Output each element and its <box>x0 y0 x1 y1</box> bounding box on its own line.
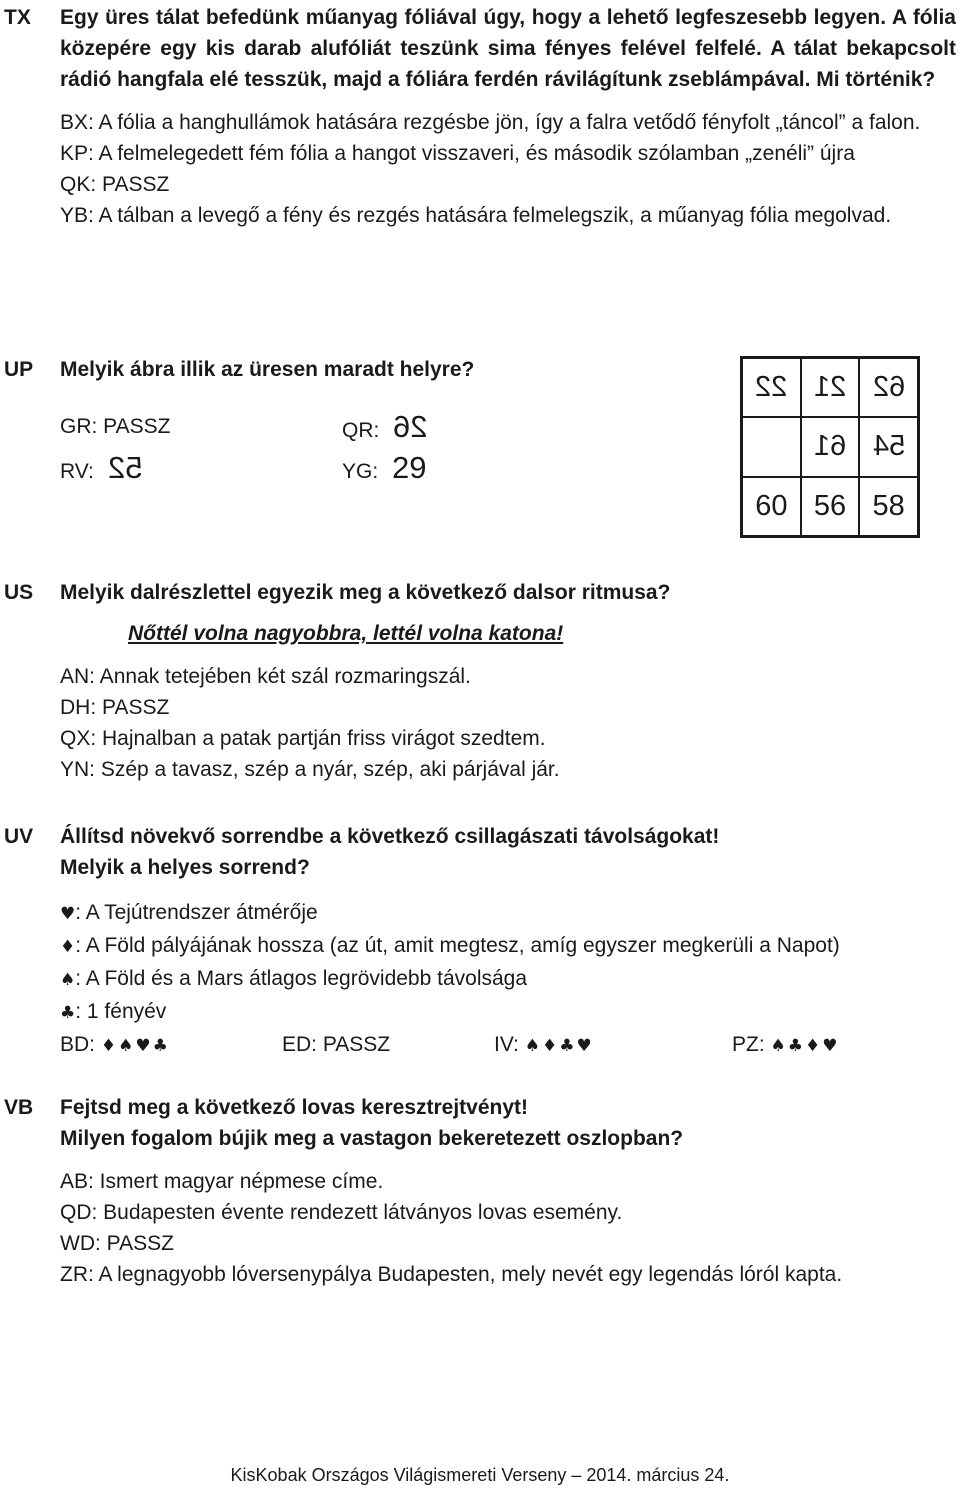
answer-option[interactable]: QD: Budapesten évente rendezett látványos lovas esemény. <box>60 1201 623 1224</box>
answer-option[interactable]: RV: 52 <box>60 450 143 485</box>
answer-option[interactable]: KP: A felmelegedett fém fólia a hangot visszaveri, és második szólamban „zenéli” újra <box>60 142 855 165</box>
distance-item: ♥: A Tejútrendszer átmérője <box>60 901 318 924</box>
answer-option[interactable]: QK: PASSZ <box>60 173 170 196</box>
answer-option[interactable]: PZ: ♠♣♦♥ <box>732 1033 840 1056</box>
answer-figure: 29 <box>392 450 427 485</box>
grid-cell-empty <box>742 417 801 476</box>
question-code: UP <box>4 358 34 381</box>
answer-figure: 26 <box>393 409 428 444</box>
suit-sequence: ♠♣♦♥ <box>770 1036 840 1056</box>
question-text: Fejtsd meg a következő lovas keresztrejtvényt! <box>60 1096 529 1119</box>
answer-option[interactable]: AN: Annak tetejében két szál rozmaringszál. <box>60 665 471 688</box>
answer-option[interactable]: BD: ♦♠♥♣ <box>60 1033 170 1056</box>
grid-cell: 62 <box>859 358 918 417</box>
answer-option[interactable]: ZR: A legnagyobb lóversenypálya Budapesten, mely nevét egy legendás lóról kapta. <box>60 1263 843 1286</box>
song-lyric: Nőttél volna nagyobbra, lettél volna katona! <box>128 622 564 645</box>
suit-sequence: ♠♦♣♥ <box>524 1036 594 1056</box>
answer-option[interactable]: ED: PASSZ <box>282 1033 391 1056</box>
question-text: Állítsd növekvő sorrendbe a következő csillagászati távolságokat! <box>60 825 720 848</box>
grid-cell: 54 <box>859 417 918 476</box>
question-text: Milyen fogalom bújik meg a vastagon bekeretezett oszlopban? <box>60 1127 684 1150</box>
answer-option[interactable]: IV: ♠♦♣♥ <box>494 1033 594 1056</box>
question-code: TX <box>4 6 31 29</box>
answer-option[interactable]: BX: A fólia a hanghullámok hatására rezgésbe jön, így a falra vetődő fényfolt „táncol” a falon. <box>60 111 921 134</box>
answer-option[interactable]: DH: PASSZ <box>60 696 170 719</box>
answer-option[interactable]: QX: Hajnalban a patak partján friss virágot szedtem. <box>60 727 546 750</box>
grid-cell: 22 <box>742 358 801 417</box>
answer-option[interactable]: AB: Ismert magyar népmese címe. <box>60 1170 384 1193</box>
answer-option[interactable]: QR: 26 <box>342 409 428 444</box>
answer-option[interactable]: GR: PASSZ <box>60 415 171 438</box>
answer-option[interactable]: YB: A tálban a levegő a fény és rezgés hatására felmelegszik, a műanyag fólia megolvad. <box>60 204 892 227</box>
spade-icon: ♠ <box>60 970 76 990</box>
distance-item: ♣: 1 fényév <box>60 1000 167 1023</box>
distance-item: ♦: A Föld pályájának hossza (az út, amit megtesz, amíg egyszer megkerüli a Napot) <box>60 934 840 957</box>
grid-cell: 56 <box>801 477 860 536</box>
question-text: Melyik a helyes sorrend? <box>60 856 310 879</box>
number-grid <box>740 356 920 538</box>
answer-option[interactable]: YG: 29 <box>342 450 427 485</box>
question-text: Egy üres tálat befedünk műanyag fóliával úgy, hogy a lehető legfeszesebb legyen. A fólia közepére egy kis darab alufóliát teszünk sima fényes felével felfelé. A tálat bekapcsolt rádió hangfala elé tesszük, majd a fóliára ferdén rávilágítunk zseblámpával. Mi történik? <box>60 6 956 91</box>
question-text: Melyik ábra illik az üresen maradt helyre? <box>60 358 475 381</box>
suit-sequence: ♦♠♥♣ <box>100 1036 170 1056</box>
diamond-icon: ♦ <box>60 937 76 957</box>
grid-cell: 21 <box>801 358 860 417</box>
distance-item: ♠: A Föld és a Mars átlagos legrövidebb távolsága <box>60 967 528 990</box>
question-code: US <box>4 581 34 604</box>
question-text: Melyik dalrészlettel egyezik meg a következő dalsor ritmusa? <box>60 581 671 604</box>
grid-cell: 61 <box>801 417 860 476</box>
grid-cell: 60 <box>742 477 801 536</box>
answer-option[interactable]: YN: Szép a tavasz, szép a nyár, szép, aki párjával jár. <box>60 758 560 781</box>
grid-cell: 58 <box>859 477 918 536</box>
page-footer: KisKobak Országos Világismereti Verseny – 2014. március 24. <box>230 1465 730 1485</box>
question-code: VB <box>4 1096 34 1119</box>
answer-figure: 52 <box>107 450 143 485</box>
question-code: UV <box>4 825 34 848</box>
heart-icon: ♥ <box>60 904 76 924</box>
club-icon: ♣ <box>60 1003 76 1023</box>
answer-option[interactable]: WD: PASSZ <box>60 1232 174 1255</box>
